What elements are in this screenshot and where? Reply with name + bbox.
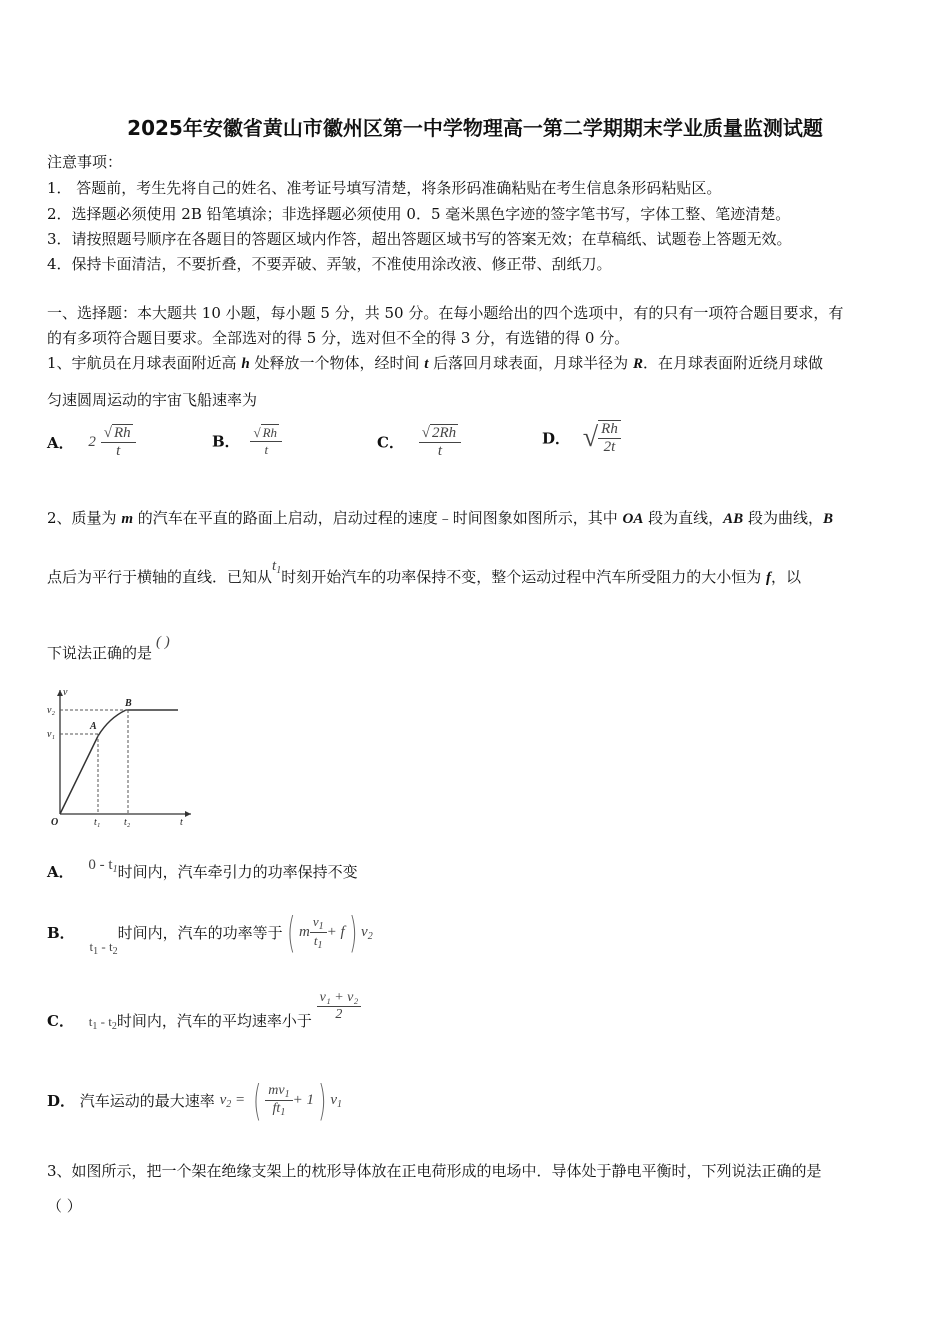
point-a-label: A — [90, 721, 97, 732]
origin-label: O — [51, 817, 59, 828]
t-axis-arrow — [185, 811, 191, 817]
q1-option-b[interactable]: B． $\frac{√ Rh}{t}$ — [212, 424, 282, 458]
question-2-stem-end: 下说法正确的是( ) — [47, 634, 170, 662]
velocity-curve — [60, 710, 178, 814]
t-axis-label: t — [180, 817, 183, 828]
question-3-paren: （ ） — [47, 1197, 82, 1215]
q2-option-c[interactable]: C． $t_1 - t_2$时间内，汽车的平均速率小于 $\frac{\text{v₁ + v₂}}{2}$ — [47, 990, 361, 1032]
notice-heading: 注意事项： — [47, 153, 123, 171]
v2-label: v₂ — [47, 705, 55, 716]
q2-option-b[interactable]: B． $t_1 - t_2$时间内，汽车的功率等于( m $\frac{v_1}{t_1}$ + f) $v_2$ — [47, 908, 373, 957]
point-b-label: B — [125, 698, 132, 709]
notice-item: 2．选择题必须使用 2B 铅笔填涂；非选择题必须使用 0．5 毫米黑色字迹的签字笔书写，字体工整、笔迹清楚。 — [47, 205, 791, 223]
v-axis-label: v — [63, 687, 68, 698]
question-1-stem-cont: 匀速圆周运动的宇宙飞船速率为 — [47, 391, 258, 409]
question-2-stem: 2、质量为 m 的汽车在平直的路面上启动，启动过程的速度﹣时间图象如图所示，其中 OA 段为直线，AB 段为曲线，B — [47, 509, 833, 527]
velocity-time-graph — [46, 686, 196, 828]
section-intro: 的有多项符合题目要求。全部选对的得 5 分，选对但不全的得 3 分，有选错的得 0 分。 — [47, 329, 630, 347]
page-title: 2025年安徽省黄山市徽州区第一中学物理高一第二学期期末学业质量监测试题 — [127, 116, 823, 140]
q2-option-a[interactable]: A． $0 - t_1$时间内，汽车牵引力的功率保持不变 — [47, 857, 358, 881]
q2-option-d[interactable]: D． 汽车运动的最大速率 $v_2$ = ( $\frac{mv_1}{ft_1}$ + 1) $v_1$ — [47, 1076, 343, 1125]
notice-item: 4．保持卡面清洁，不要折叠，不要弄破、弄皱，不准使用涂改液、修正带、刮纸刀。 — [47, 255, 612, 273]
t1-label: t₁ — [94, 817, 101, 828]
notice-item: 1． 答题前，考生先将自己的姓名、准考证号填写清楚，将条形码准确粘贴在考生信息条形码粘贴区。 — [47, 179, 722, 197]
question-1-stem: 1、宇航员在月球表面附近高 h 处释放一个物体，经时间 t 后落回月球表面，月球半径为 R．在月球表面附近绕月球做 — [47, 354, 823, 372]
q1-option-d[interactable]: D． √ $\frac{Rh}{2t}$ — [542, 420, 621, 456]
v1-label: v₁ — [47, 729, 55, 740]
q1-option-c[interactable]: C． $\frac{√ 2Rh}{t}$ — [377, 424, 461, 460]
question-3-stem: 3、如图所示，把一个架在绝缘支架上的枕形导体放在正电荷形成的电场中．导体处于静电平衡时，下列说法正确的是 — [47, 1162, 822, 1180]
notice-item: 3．请按照题号顺序在各题目的答题区域内作答，超出答题区域书写的答案无效；在草稿纸、试题卷上答题无效。 — [47, 230, 792, 248]
t2-label: t₂ — [124, 817, 131, 828]
question-2-stem-cont: 点后为平行于横轴的直线．已知从$t_1$时刻开始汽车的功率保持不变，整个运动过程中汽车所受阻力的大小恒为 f，以 — [47, 558, 801, 586]
q1-option-a[interactable]: A． 2 $\frac{√ Rh}{t}$ — [47, 424, 136, 460]
section-intro: 一、选择题：本大题共 10 小题，每小题 5 分，共 50 分。在每小题给出的四个选项中，有的只有一项符合题目要求，有 — [47, 304, 844, 322]
